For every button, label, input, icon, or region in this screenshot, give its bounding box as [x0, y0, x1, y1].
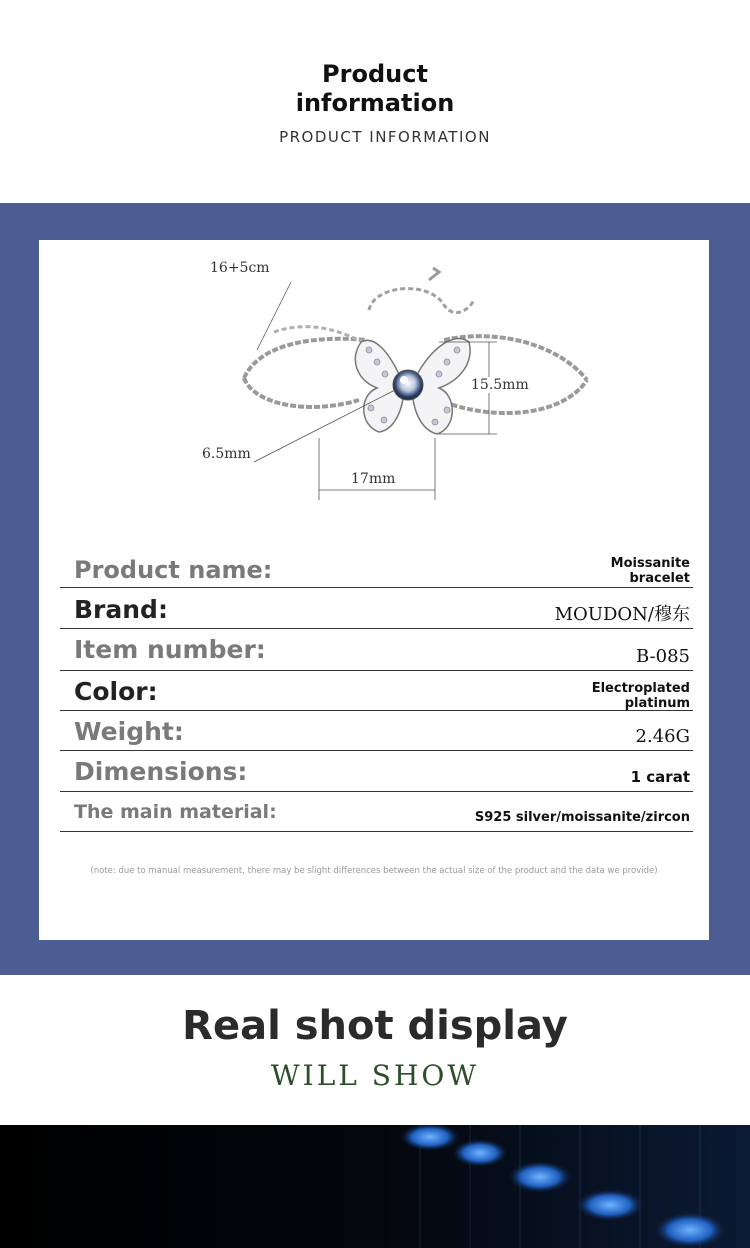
spec-value: B-085 — [636, 646, 690, 667]
spec-value: Electroplated platinum — [591, 681, 690, 711]
spec-label: Item number: — [74, 635, 266, 664]
measurement-note: (note: due to manual measurement, there may be slight differences between the actual size of the product and the data we provide) — [90, 866, 658, 876]
title-line-2: information — [295, 89, 455, 117]
photo-graphic — [0, 1125, 750, 1248]
spec-value: 2.46G — [635, 726, 690, 747]
spec-label: Weight: — [74, 717, 184, 746]
spec-label: Brand: — [74, 595, 168, 624]
section-title: Real shot display — [182, 1003, 568, 1049]
product-photo — [0, 1125, 750, 1248]
spec-value: 1 carat — [630, 768, 690, 786]
spec-row-dimensions — [60, 751, 693, 792]
spec-label: The main material: — [74, 801, 277, 823]
dim-height: 15.5mm — [471, 377, 529, 393]
dim-chain-length: 16+5cm — [210, 260, 270, 276]
spec-table — [60, 554, 693, 832]
spec-value: S925 silver/moissanite/zircon — [474, 810, 690, 825]
spec-row-item-number — [60, 629, 693, 671]
spec-value: MOUDON/穆东 — [554, 604, 690, 625]
page-title — [0, 60, 750, 118]
spec-label: Color: — [74, 677, 158, 706]
info-card — [39, 240, 709, 940]
spec-row-weight — [60, 711, 693, 751]
spec-row-product-name — [60, 554, 693, 588]
dim-width: 17mm — [351, 471, 396, 487]
title-line-1: Product — [322, 60, 428, 88]
spec-value: Moissanite bracelet — [610, 556, 690, 586]
spec-row-brand — [60, 588, 693, 629]
spec-row-color — [60, 671, 693, 711]
spec-row-main-material — [60, 792, 693, 832]
page-subtitle: PRODUCT INFORMATION — [279, 128, 491, 146]
dim-stone: 6.5mm — [202, 446, 251, 462]
spec-label: Dimensions: — [74, 757, 248, 786]
bracelet-illustration — [199, 250, 599, 500]
spec-label: Product name: — [74, 556, 273, 584]
section-subtitle: WILL SHOW — [270, 1059, 480, 1092]
